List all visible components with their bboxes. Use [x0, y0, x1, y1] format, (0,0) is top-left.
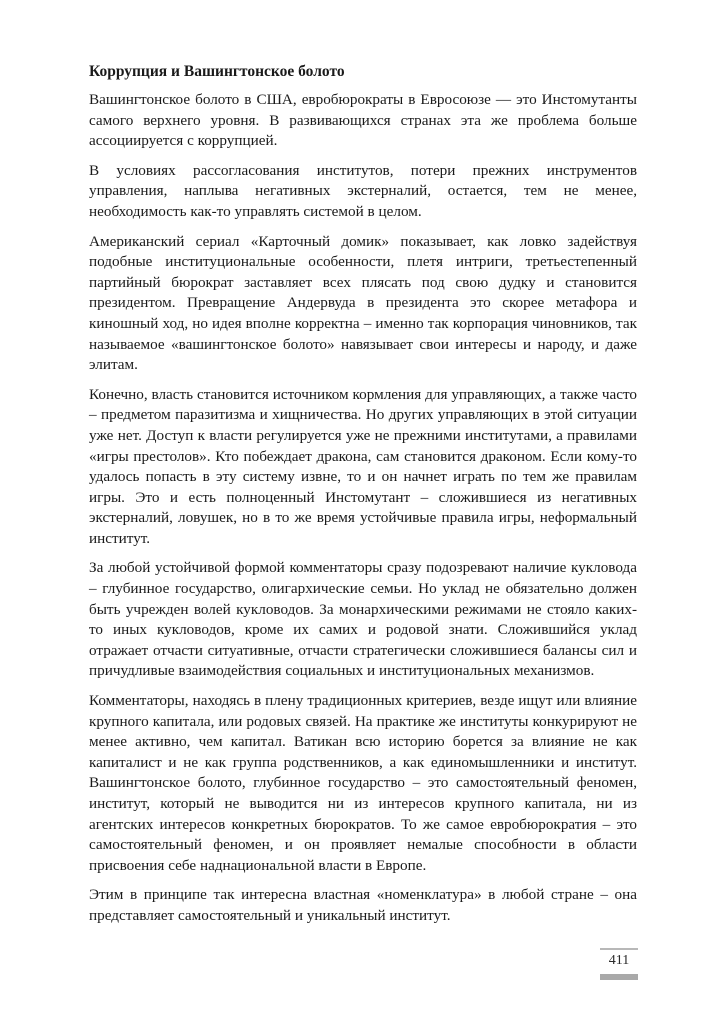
- page-content: [89, 62, 637, 936]
- page-number-rule: [600, 948, 638, 950]
- paragraph: В условиях рассогласования институтов, потери прежних инструментов управления, наплыва негативных экстерналий, остается, тем не менее, необходимость как-то управлять системой в целом.: [89, 161, 637, 220]
- page-number: 411: [608, 953, 630, 968]
- paragraph: Комментаторы, находясь в плену традиционных критериев, везде ищут или влияние крупного капитала, или родовых связей. На практике же институты конкурируют не менее активно, чем капитал. Ватикан всю историю борется за влияние не как капиталист и не как группа родственников, а как единомышленники и институт. Вашингтонское болото, глубинное государство – это самостоятельный феномен, институт, который не выводится ни из интересов крупного капитала, ни из агентских интересов конкретных бюрократов. То же самое евробюрократия – это самостоятельный феномен, и он проявляет немалые способности в области присвоения себе наднациональной власти в Европе.: [89, 692, 637, 874]
- paragraph: За любой устойчивой формой комментаторы сразу подозревают наличие кукловода – глубинное государство, олигархические семьи. Но уклад не обязательно должен быть учрежден волей кукловодов. За монархическими режимами не стояло каких-то иных кукловодов, кроме их самих и родовой знати. Сложившийся уклад отражает отчасти ситуативные, отчасти стратегически сложившиеся балансы сил и причудливые взаимодействия социальных и институциональных механизмов.: [89, 559, 637, 680]
- paragraph: Американский сериал «Карточный домик» показывает, как ловко задействуя подобные институциональные особенности, плетя интриги, третьестепенный партийный бюрократ заставляет всех плясать под свою дудку и становится президентом. Превращение Андервуда в президента это скорее метафора и киношный ход, но идея вполне корректна – именно так корпорация чиновников, так называемое «вашингтонское болото» навязывает свои интересы и народу, и даже элитам.: [89, 232, 637, 374]
- paragraph: Конечно, власть становится источником кормления для управляющих, а также часто – предметом паразитизма и хищничества. Но других управляющих в этой ситуации уже нет. Доступ к власти регулируется уже не прежними институтами, а правилами «игры престолов». Кто побеждает дракона, сам становится драконом. Если кому-то удалось попасть в эту систему извне, то и он начнет играть по тем же правилам игры. Это и есть полноценный Инстомутант – сложившиеся из негативных экстерналий, ловушек, но в то же время устойчивые правила игры, неформальный институт.: [89, 385, 637, 547]
- paragraph: Этим в принципе так интересна властная «номенклатура» в любой стране – она представляет самостоятельный и уникальный институт.: [89, 886, 637, 924]
- paragraph: Вашингтонское болото в США, евробюрократы в Евросоюзе — это Инстомутанты самого верхнего уровня. В развивающихся странах эта же проблема больше ассоциируется с коррупцией.: [89, 91, 637, 150]
- page-number-bar: [600, 974, 638, 980]
- page-number-block: [600, 948, 638, 980]
- section-heading: Коррупция и Вашингтонское болото: [89, 63, 345, 80]
